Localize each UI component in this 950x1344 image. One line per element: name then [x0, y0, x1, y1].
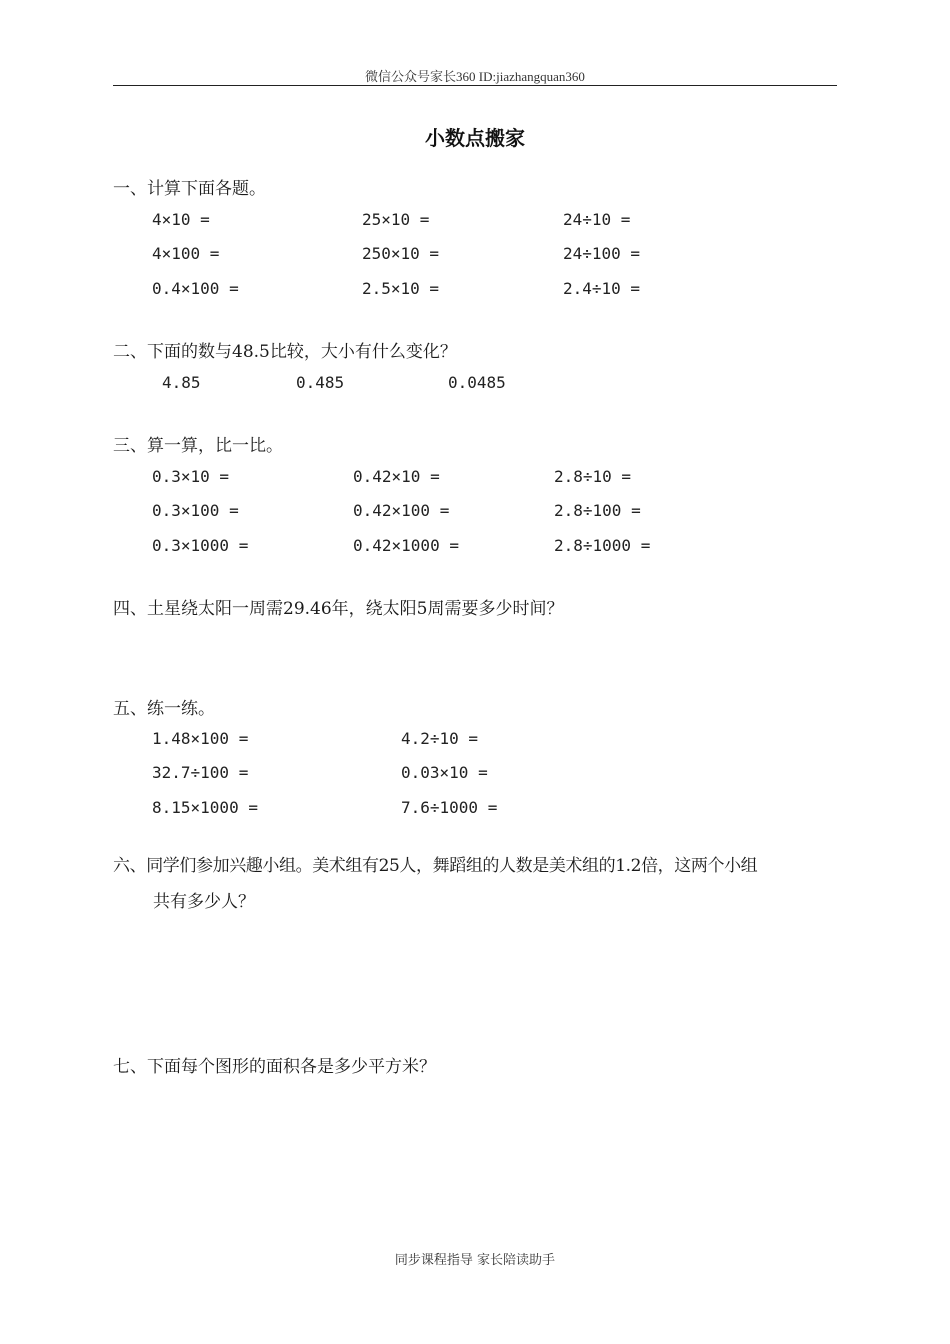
s3-r1-c2: 0.42×10 = — [353, 467, 440, 486]
s5-r2-c1: 32.7÷100 = — [152, 763, 249, 782]
s5-r1-c2: 4.2÷10 = — [401, 729, 479, 748]
section-3-heading: 三、算一算，比一比。 — [113, 436, 283, 456]
s5-r2-c2: 0.03×10 = — [401, 763, 488, 782]
s1-r2-c2: 250×10 = — [362, 244, 440, 263]
section-2-heading: 二、下面的数与48.5比较，大小有什么变化？ — [113, 342, 457, 362]
s1-r1-c3: 24÷10 = — [563, 210, 631, 229]
section-6-line-1: 六、同学们参加兴趣小组。美术组有25人，舞蹈组的人数是美术组的1.2倍，这两个小组 — [113, 856, 758, 876]
s1-r3-c1: 0.4×100 = — [152, 279, 239, 298]
s3-r2-c3: 2.8÷100 = — [554, 501, 641, 520]
s3-r2-c2: 0.42×100 = — [353, 501, 450, 520]
s2-number-2: 0.485 — [296, 373, 345, 392]
s3-r1-c3: 2.8÷10 = — [554, 467, 632, 486]
s2-number-1: 4.85 — [162, 373, 201, 392]
section-6-line-2: 共有多少人？ — [153, 892, 255, 912]
page-footer: 同步课程指导 家长陪读助手 — [394, 1253, 556, 1268]
s3-r1-c1: 0.3×10 = — [152, 467, 230, 486]
section-6-question — [113, 848, 837, 920]
section-5-heading: 五、练一练。 — [113, 699, 215, 719]
header-text: 微信公众号家长360 ID:jiazhangquan360 — [365, 69, 585, 84]
s5-r3-c2: 7.6÷1000 = — [401, 798, 498, 817]
header-divider — [113, 85, 837, 86]
page-title: 小数点搬家 — [425, 126, 525, 150]
s3-r3-c3: 2.8÷1000 = — [554, 536, 651, 555]
s1-r3-c2: 2.5×10 = — [362, 279, 440, 298]
s3-r3-c1: 0.3×1000 = — [152, 536, 249, 555]
s3-r3-c2: 0.42×1000 = — [353, 536, 459, 555]
section-4-heading: 四、土星绕太阳一周需29.46年，绕太阳5周需要多少时间？ — [113, 599, 564, 619]
s5-r3-c1: 8.15×1000 = — [152, 798, 258, 817]
s5-r1-c1: 1.48×100 = — [152, 729, 249, 748]
s1-r2-c3: 24÷100 = — [563, 244, 641, 263]
s3-r2-c1: 0.3×100 = — [152, 501, 239, 520]
section-7-heading: 七、下面每个图形的面积各是多少平方米？ — [113, 1057, 436, 1077]
s1-r3-c3: 2.4÷10 = — [563, 279, 641, 298]
s1-r2-c1: 4×100 = — [152, 244, 220, 263]
section-1-heading: 一、计算下面各题。 — [113, 179, 266, 199]
s1-r1-c1: 4×10 = — [152, 210, 210, 229]
s1-r1-c2: 25×10 = — [362, 210, 430, 229]
s2-number-3: 0.0485 — [448, 373, 506, 392]
